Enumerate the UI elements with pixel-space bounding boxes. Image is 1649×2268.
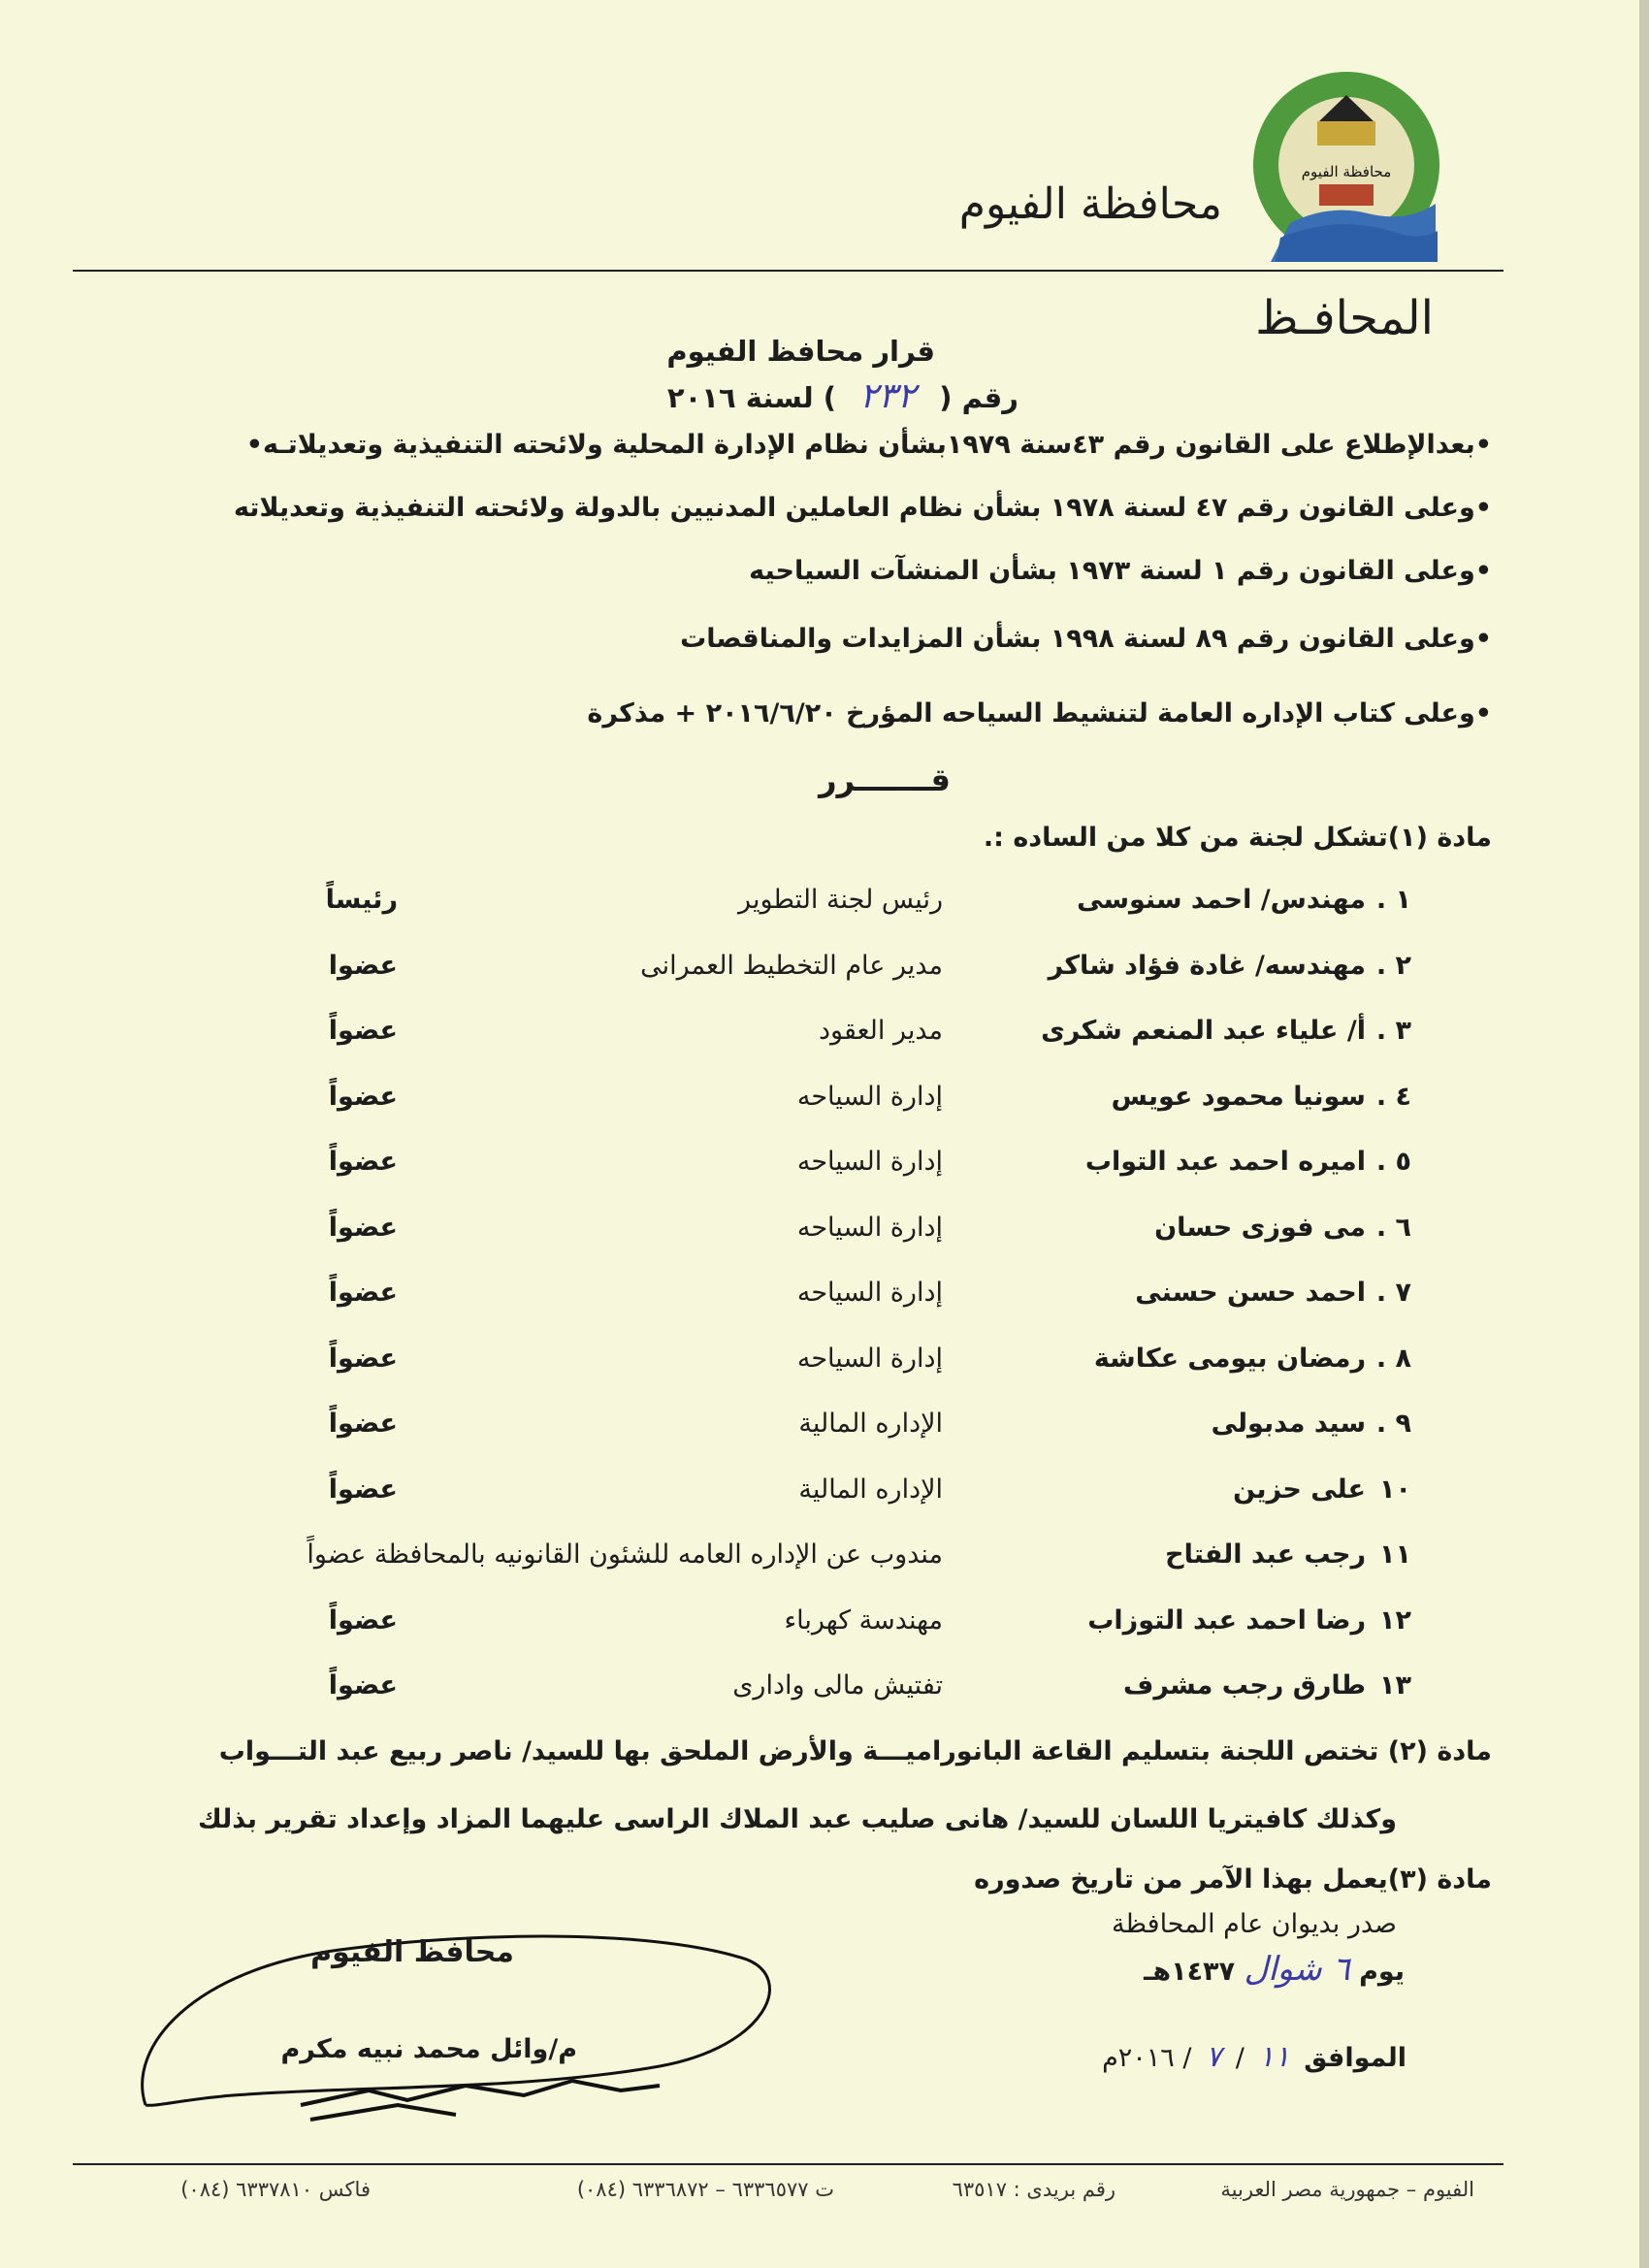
governorate-logo bbox=[1251, 68, 1440, 262]
preamble-line: •وعلى كتاب الإداره العامة لتنشيط السياحه المؤرخ ٢٠١٦/٦/٢٠ + مذكرة bbox=[587, 698, 1492, 729]
preamble-line: •بعدالإطلاع على القانون رقم ٤٣سنة ١٩٧٩بشأن نظام الإدارة المحلية ولائحته التنفيذية وتعديلاتـه• bbox=[245, 430, 1492, 460]
member-number: ٥ . bbox=[1375, 1147, 1411, 1177]
preamble-line: •وعلى القانون رقم ١ لسنة ١٩٧٣ بشأن المنشآت السياحيه bbox=[749, 556, 1492, 586]
member-position: إدارة السياحه bbox=[796, 1147, 943, 1177]
member-position: مدير العقود bbox=[818, 1016, 943, 1046]
member-name: مى فوزى حسان bbox=[1154, 1212, 1366, 1243]
decree-number bbox=[667, 376, 1018, 416]
scan-edge bbox=[1639, 0, 1649, 2268]
preamble-line: •وعلى القانون رقم ٤٧ لسنة ١٩٧٨ بشأن نظام العاملين المدنيين بالدولة ولائحته التنفيذية وتعديلاته bbox=[233, 493, 1492, 523]
member-position: الإداره المالية bbox=[798, 1409, 943, 1439]
signature-name: م/وائل محمد نبيه مكرم bbox=[280, 2034, 577, 2064]
governorate-name: محافظة الفيوم bbox=[958, 179, 1222, 229]
member-role: عضواً bbox=[328, 1604, 398, 1636]
signature-title: محافظ الفيوم bbox=[310, 1935, 514, 1969]
member-role: عضواً bbox=[328, 1147, 398, 1177]
member-name: رضا احمد عبد التوزاب bbox=[1087, 1604, 1366, 1636]
member-name: سونيا محمود عويس bbox=[1111, 1081, 1366, 1112]
member-position: تفتيش مالى وادارى bbox=[732, 1670, 943, 1701]
member-number: ٩ . bbox=[1375, 1409, 1411, 1439]
member-number: ١ . bbox=[1375, 885, 1411, 915]
member-number: ٣ . bbox=[1375, 1016, 1411, 1046]
member-position: رئيس لجنة التطوير bbox=[738, 885, 943, 915]
decree-number-prefix: رقم ( bbox=[939, 381, 1018, 414]
header-rule bbox=[73, 270, 1504, 272]
member-name: سيد مدبولى bbox=[1211, 1409, 1366, 1439]
decided-heading: قـــــــرر bbox=[819, 761, 951, 798]
footer-phone: ت ٦٣٣٦٥٧٧ – ٦٣٣٦٨٧٢ (٠٨٤) bbox=[576, 2178, 834, 2201]
member-name: رجب عبد الفتاح bbox=[1165, 1539, 1366, 1570]
member-position: مهندسة كهرباء bbox=[784, 1604, 943, 1636]
month-num: ٧ bbox=[1206, 2040, 1222, 2074]
article2-line: مادة (٢) تختص اللجنة بتسليم القاعة البانوراميـــة والأرض الملحق بها للسيد/ ناصر ربيع عبد التـــواب bbox=[218, 1736, 1492, 1766]
decree-title: قرار محافظ الفيوم bbox=[666, 335, 935, 368]
member-name: رمضان بيومى عكاشة bbox=[1093, 1343, 1366, 1374]
member-number: ٤ . bbox=[1375, 1081, 1411, 1112]
member-role: عضواً bbox=[328, 1212, 398, 1243]
member-position: إدارة السياحه bbox=[796, 1212, 943, 1243]
footer-rule bbox=[73, 2163, 1504, 2165]
member-name: مهندسه/ غادة فؤاد شاكر bbox=[1048, 950, 1366, 981]
greg-year: ٢٠١٦م bbox=[1102, 2043, 1175, 2073]
decree-number-handwritten: ٢٣٢ bbox=[859, 376, 917, 416]
member-number: ٨ . bbox=[1375, 1343, 1411, 1374]
member-position: إدارة السياحه bbox=[796, 1278, 943, 1308]
member-role: عضواً bbox=[328, 1016, 398, 1046]
issued-line: صدر بديوان عام المحافظة bbox=[1112, 1909, 1397, 1939]
member-name: مهندس/ احمد سنوسى bbox=[1077, 885, 1366, 915]
article1-intro: مادة (١)تشكل لجنة من كلا من الساده :. bbox=[983, 823, 1492, 853]
corresponding-prefix: الموافق bbox=[1304, 2043, 1406, 2073]
member-number: ١٣ bbox=[1379, 1670, 1411, 1701]
member-name: أ/ علياء عبد المنعم شكرى bbox=[1041, 1016, 1366, 1046]
member-number: ١٢ bbox=[1379, 1604, 1411, 1636]
member-name: على حزين bbox=[1233, 1474, 1366, 1505]
preamble-line: •وعلى القانون رقم ٨٩ لسنة ١٩٩٨ بشأن المزايدات والمناقصات bbox=[680, 624, 1492, 654]
footer-address: الفيوم – جمهورية مصر العربية bbox=[1220, 2178, 1474, 2201]
member-position: مندوب عن الإداره العامه للشئون القانونيه بالمحافظة عضواً bbox=[307, 1539, 943, 1570]
member-role: عضوا bbox=[328, 950, 398, 981]
member-position: الإداره المالية bbox=[798, 1474, 943, 1505]
issued-gregorian: الموافق ١١ / ٧ / ٢٠١٦م bbox=[1102, 2040, 1406, 2074]
day-prefix: يوم bbox=[1359, 1957, 1405, 1987]
member-role: عضواً bbox=[328, 1343, 398, 1374]
member-position: إدارة السياحه bbox=[796, 1343, 943, 1374]
member-name: طارق رجب مشرف bbox=[1123, 1670, 1366, 1701]
member-role: عضواً bbox=[328, 1670, 398, 1701]
member-role: عضواً bbox=[328, 1081, 398, 1112]
member-number: ١١ bbox=[1379, 1539, 1411, 1570]
member-number: ٧ . bbox=[1375, 1278, 1411, 1308]
member-position: مدير عام التخطيط العمرانى bbox=[640, 950, 943, 981]
member-name: احمد حسن حسنى bbox=[1135, 1278, 1366, 1308]
footer-postal: رقم بريدى : ٦٣٥١٧ bbox=[952, 2178, 1116, 2201]
member-role: عضواً bbox=[328, 1409, 398, 1439]
logo-text: محافظة الفيوم bbox=[1301, 163, 1392, 180]
article2-line: وكذلك كافيتريا اللسان للسيد/ هانى صليب عبد الملاك الراسى عليهما المزاد وإعداد تقرير بذلك bbox=[198, 1804, 1397, 1834]
member-name: اميره احمد عبد التواب bbox=[1084, 1147, 1366, 1177]
member-number: ٦ . bbox=[1375, 1212, 1411, 1243]
footer-fax: فاكس ٦٣٣٧٨١٠ (٠٨٤) bbox=[180, 2178, 371, 2201]
member-role: عضواً bbox=[328, 1278, 398, 1308]
member-role: عضواً bbox=[328, 1474, 398, 1505]
issued-hijri bbox=[1144, 1950, 1405, 1989]
member-role: رئيساً bbox=[325, 885, 398, 915]
article3: مادة (٣)يعمل بهذا الآمر من تاريخ صدوره bbox=[974, 1864, 1492, 1895]
member-position: إدارة السياحه bbox=[796, 1081, 943, 1112]
decree-number-suffix: ) لسنة ٢٠١٦ bbox=[666, 381, 836, 414]
day-handwritten: ٦ شوال bbox=[1244, 1950, 1350, 1989]
day-num: ١١ bbox=[1258, 2040, 1290, 2074]
member-number: ١٠ bbox=[1379, 1474, 1411, 1505]
office-title: المحافـظ bbox=[1255, 291, 1434, 345]
hijri-year: ١٤٣٧هـ bbox=[1144, 1957, 1236, 1987]
member-number: ٢ . bbox=[1375, 950, 1411, 981]
